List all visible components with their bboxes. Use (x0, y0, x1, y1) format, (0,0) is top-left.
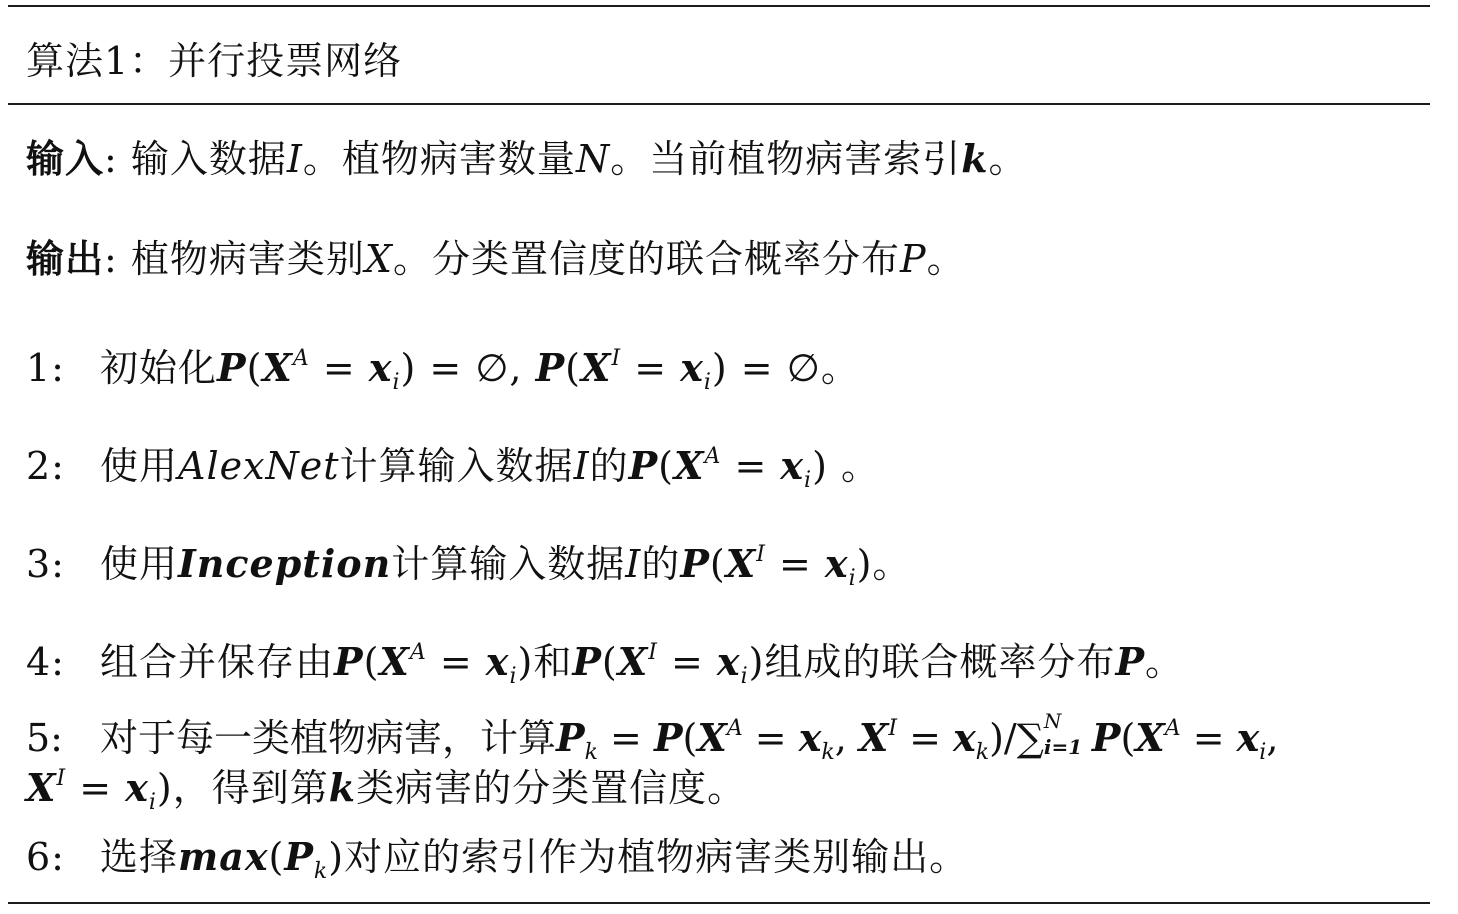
algorithm-title (26, 38, 402, 84)
step-text: 使用AlexNet计算输入数据I的$P(X^A = x_i)$ 。 (100, 443, 880, 493)
step-number: 4: (26, 640, 65, 684)
step-number: 3: (26, 542, 65, 586)
step-text-cont: $X^I = x_i$)，得到第k类病害的分类置信度。 (26, 765, 747, 815)
step-5-cont (26, 756, 746, 826)
input-label: 输入 (26, 136, 105, 181)
step-3 (26, 532, 911, 602)
output-label: 输出 (26, 236, 105, 281)
input-text: : 输入数据I。植物病害数量N。当前植物病害索引k。 (104, 136, 1028, 181)
step-4 (26, 630, 1184, 700)
output-text: : 植物病害类别X。分类置信度的联合概率分布P。 (104, 237, 966, 281)
step-text: 选择$\max(P_k)$对应的索引作为植物病害类别输出。 (100, 834, 969, 884)
step-text: 对于每一类植物病害，计算$P_k = P(X^A = x_k$, $X^I = x_k)/\sum$ N i=1 $P(X^A = x_i$, (100, 709, 1279, 765)
title-text: 算法1：并行投票网络 (26, 39, 403, 83)
bottom-rule (8, 902, 1430, 904)
step-number: 1: (26, 346, 65, 390)
step-text: 使用Inception计算输入数据I的$P(X^I = x_i)$。 (100, 541, 912, 591)
title-rule (8, 103, 1430, 105)
output-line (26, 236, 966, 282)
top-rule (8, 5, 1430, 7)
step-number: 2: (26, 444, 65, 488)
step-text: 组合并保存由$P(X^A = x_i)$和$P(X^I = x_i)$组成的联合概率分布P。 (100, 639, 1185, 689)
step-2 (26, 434, 880, 504)
step-text: 初始化$P(X^A = x_i)$ = ∅, $P(X^I = x_i)$ = ∅。 (100, 345, 860, 395)
step-number: 6: (26, 835, 65, 879)
step-6 (26, 834, 968, 895)
input-line (26, 136, 1028, 182)
step-number: 5: (26, 716, 63, 760)
step-1 (26, 336, 860, 406)
